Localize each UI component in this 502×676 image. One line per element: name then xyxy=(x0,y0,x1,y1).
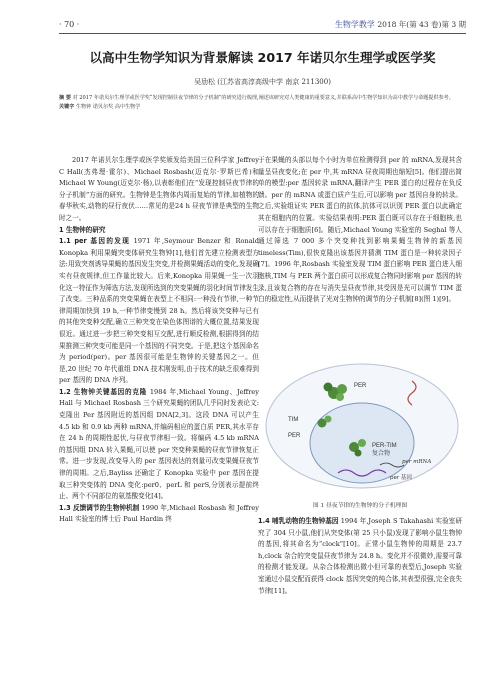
subsection-heading: 1.1 per 基因的发现 xyxy=(59,237,131,246)
gene-label: per 基因 xyxy=(390,475,412,481)
article-title: 以高中生物学知识为背景解读 2017 年诺贝尔生理学或医学奖 xyxy=(89,50,436,65)
abstract-label: 摘 要 xyxy=(59,95,71,101)
article-author: 吴劢松 (江苏省高淳高级中学 南京 211300) xyxy=(194,78,331,86)
subsection-text: 1990 年,Michael Rosbash 和 Jeffrey Hall 实验室的博士后 Paul Hardin 终 xyxy=(59,503,259,524)
complex-label: PER-TIM xyxy=(372,443,397,449)
abstract-block xyxy=(59,94,461,112)
subsection-text: 1984 年,Michael Young、Jeffrey Hall 与 Michael Rosbash 三个研究果蝇的团队几乎同时发表论文:克隆出 Per 基因附近的基因组 DNA[2,3]。这段 DNA 可以产生 4.5 kb 和 0.9 kb 两种 mRNA,并编码相应的蛋白质 PER,其水平存在 24 h 的周期性起伏,与昼夜节律相一致。将编码 4.5 kb mRNA 的基因组 DNA 转入果蝇,可以使 per 突变种果蝇的昼夜节律恢复正常。进一步发现,改变导入的 per 基因表达的剂量可改变果蝇昼夜节律的周期。之后,Bayliss 还确定了 Konopka 实验中 per 基因在提取三种突变体的 DNA 变化:per0、perL 和 perS,分别表示提前终止、两个不同部位的氨基酸变化[4]。 xyxy=(59,387,259,501)
abstract-text: 对 2017 年诺贝尔生理学或医学奖“发现控制昼夜节律的分子机制”的研究进行梳理,阐述该研究对人类健康的重要意义,并联系高中生物学知识为高中教学与命题提供参考。 xyxy=(72,95,454,101)
right-column-top xyxy=(258,155,462,306)
journal-header xyxy=(335,19,466,30)
figure-caption: 图 1 昼夜节律的生物钟的分子机理图 xyxy=(312,503,408,509)
subsection-heading: 1.4 哺乳动物的生物钟基因 xyxy=(258,517,339,525)
subsection-paragraph xyxy=(59,236,259,387)
subsection-text: 1994 年,Joseph S Takahashi 实验室研究了 304 只小鼠,他们从突变体(第 25 只小鼠)发现了影响小鼠生物钟的基因,将其命名为“clock”[10]。正常小鼠生物钟的周期是 23.7 h,clock 杂合的突变鼠昼夜节律为 24.8 h。变化并不很微妙,需要可靠的检测才能发现。从杂合体检测出微小但可靠的表型后,Joseph 实验室通过小鼠交配而获得 clock 基因突变的纯合体,其表型很强,完全丧失节律[11]。 xyxy=(258,517,462,595)
journal-name: 生物学教学 xyxy=(334,20,375,29)
subsection-text: 1971 年,Seymour Benzer 和 Ronald Konopka 利用果蝇突变体研究生物钟[1],他们首先建立检测表型方法:用致突剂诱导果蝇的基因发生突变,并检测果蝇活动的变化,发现确实有昼夜规律,但工作量比较大。后来,Konopka 用果蝇一生一次羽化这一特征作为筛选方法,发现所选到的突变果蝇的羽化时间节律发生了改变。三种品系的突变果蝇在表型上不相同:一种没有节律,一种节律周期加快到 19 h,一种节律变慢到 28 h。然后将该突变种与已有的其他突变种交配,确立三种突变在染色体图谱的大概位置,结果发现很近。通过进一步把三种突变相互交配,进行顺反检测,根据得到的结果推测三种突变可能是同一个基因的不同突变。于是,把这个基因命名为 period(per)。per 基因很可能是生物钟的关键基因之一。但是,20 世纪 70 年代重组 DNA 技术刚发明,由于技术的缺乏很难得到 per 基因的 DNA 序列。 xyxy=(59,237,259,385)
abstract-line xyxy=(59,94,461,103)
complex-label-cn: 复合物 xyxy=(372,450,391,457)
page-number: · 70 · xyxy=(59,20,80,29)
journal-issue: 2018 年(第 43 卷)第 3 期 xyxy=(377,20,466,29)
right-column-bottom xyxy=(258,516,462,597)
tim-label: TIM xyxy=(288,417,299,423)
per-protein-label: PER xyxy=(354,383,367,389)
keywords-line xyxy=(59,103,461,112)
subsection-heading: 1.3 反馈调节的生物钟机制 xyxy=(59,503,140,512)
subsection-paragraph xyxy=(59,503,259,526)
mrna-label: per mRNA xyxy=(402,459,432,465)
molecular-mechanism-figure xyxy=(262,361,460,491)
keywords-text: 生物钟 诺贝尔奖 高中生物学 xyxy=(75,104,141,110)
per-label: PER xyxy=(288,433,301,439)
section-heading: 1 生物钟的研究 xyxy=(59,225,106,234)
subsection-heading: 1.2 生物钟关键基因的克隆 xyxy=(59,387,147,396)
subsection-paragraph xyxy=(258,516,462,597)
intro-paragraph: 2017 年诺贝尔生理学或医学奖颁发给美国三位科学家 Jeffrey C Hall(杰弗理·霍尔)、Michael Rosbash(迈克尔·罗斯巴希)和 Michael W Young(迈克尔·杨),以表彰他们在“发现控制昼夜节律的分子机制”方面的研究。生物钟是生物体内周而复始的节律,如植物的春华秋实,动物的昼行夜伏……常见的是24 h 昼夜节律是典型的生物时之一。 xyxy=(59,156,259,222)
keywords-label: 关键字 xyxy=(59,104,75,110)
right-paragraph: 于在果蝇的头部以每个小时为单位检测得到 per 的 mRNA,发现其含量呈昼夜变化;在 per 中,其 mRNA 昼夜周期也缩短[5]。他们提出简单的模型:per 基因转录 mRNA,翻译产生 PER 蛋白的过程存在负反馈。per 的 mRNA 或蛋白质产生后,可以影响 per 基因自身的转录。之后,实验组证实 PER 蛋白的抗体,抗体可以识别 PER 蛋白以此确定其在细胞内的位置。实验结果表明:PER 蛋白既可以存在于细胞核,也可以存在于细胞质[6]。随后,Michael Young 实验室的 Seghal 等人通过筛选 7 000 多个突变种找到影响果蝇生物钟的新基因 timeless(Tim),很快克隆出该基因并猜测 TIM 蛋白是一种转录因子[7]。1996 年,Rosbash 实验室发现 TIM 蛋白影响 PER 蛋白进入细胞核,TIM 与 PER 两个蛋白质可以形成复合物同时影响 per 基因的转录,且该复合物的存在与消失呈昼夜节律,其受因是光可以调节 TIM 蛋白的稳定性,从而提供了光对生物钟的调节的分子机制[8](图 1)[9]。 xyxy=(258,156,462,304)
subsection-paragraph xyxy=(59,387,259,503)
header-rule xyxy=(59,33,466,34)
left-column xyxy=(59,155,259,655)
